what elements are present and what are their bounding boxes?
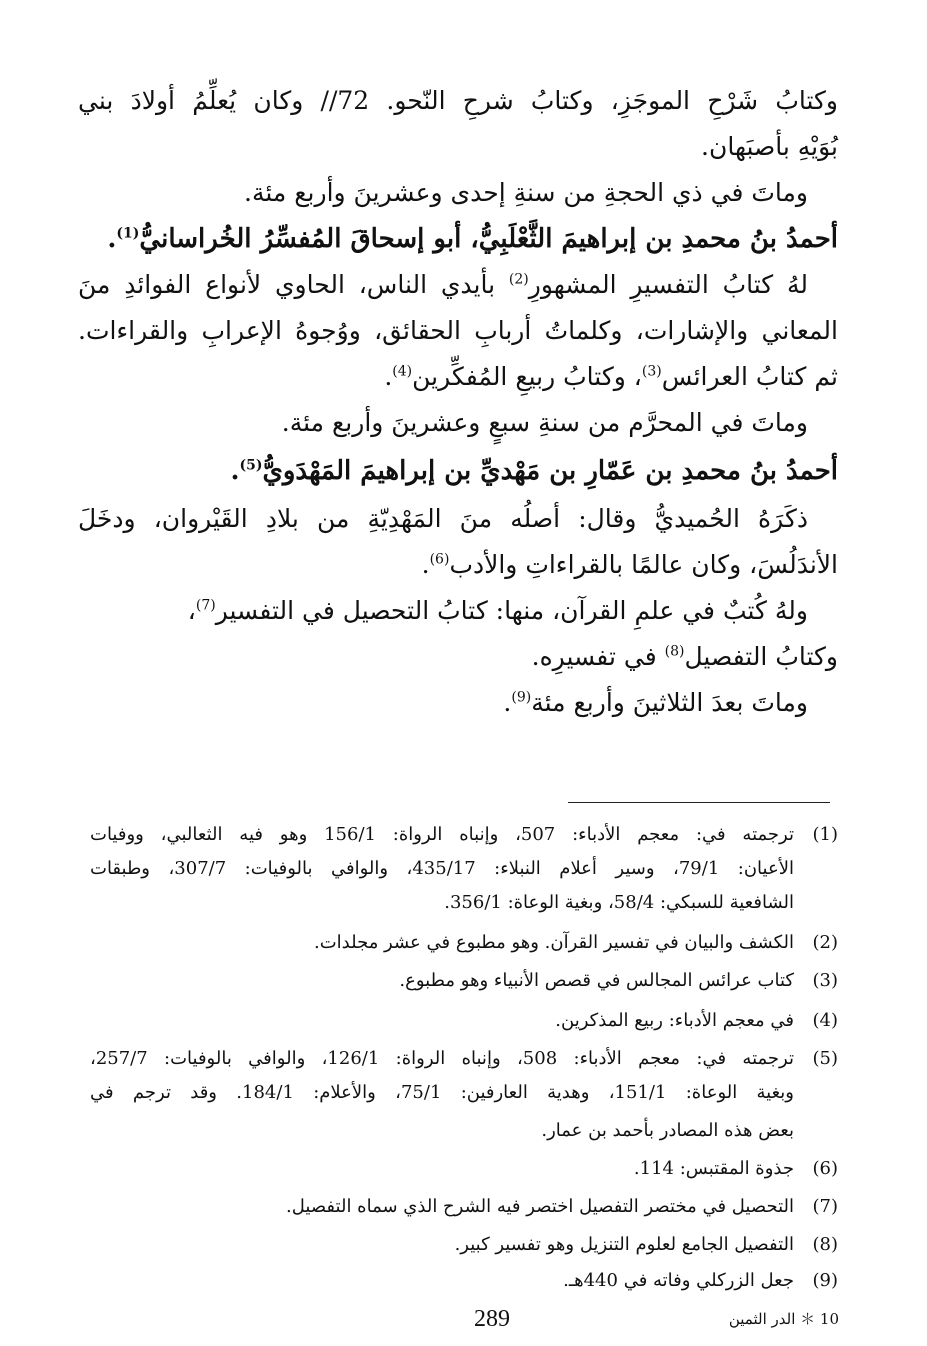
- footnote-number: (7): [812, 1196, 838, 1217]
- footnote-number: (5): [812, 1048, 838, 1069]
- footnote-2: [90, 926, 838, 960]
- text-line: [78, 634, 838, 680]
- footnote-text: الكشف والبيان في تفسير القرآن. وهو مطبوع في عشر مجلدات.: [314, 932, 794, 953]
- footnote-ref: (3): [641, 363, 662, 380]
- text-line: وكتابُ شَرْحِ الموجَزِ، وكتابُ شرحِ النّحو. 72// وكان يُعلِّمُ أولادَ بني: [78, 86, 839, 115]
- signature-mark: 10 ＊ الدر الثمين: [728, 1310, 839, 1328]
- footnote-ref: (5): [239, 457, 263, 474]
- footnote-ref: (2): [508, 271, 529, 288]
- footnote-ref: (1): [116, 225, 140, 242]
- footnote-ref: (4): [392, 363, 413, 380]
- text-segment: ولهُ كُتبٌ في علمِ القرآن، منها: كتابُ التحصيل في التفسير: [215, 596, 808, 625]
- footnote-number: (2): [812, 932, 838, 953]
- footnote-5: [90, 1042, 838, 1076]
- footnote-text: الأعيان: 79/1، وسير أعلام النبلاء: 435/17، والوافي بالوفيات: 307/7، وطبقات: [90, 858, 794, 879]
- footnote-number: (1): [812, 824, 838, 845]
- footnote-7: [90, 1190, 838, 1224]
- text-line: ذكَرَهُ الحُميديُّ وقال: أصلُه منَ المَهْدِيّةِ من بلادِ القَيْروان، ودخَلَ: [78, 504, 808, 533]
- text-line: وماتَ بعدَ الثلاثينَ وأربع مئة$^{(9)}$.: [503, 688, 808, 717]
- footnote-separator: [568, 802, 830, 803]
- footnote-number: (3): [812, 970, 838, 991]
- footnote-text: ترجمته في: معجم الأدباء: 507، وإنباه الرواة: 156/1 وهو فيه الثعالبي، ووفيات: [90, 824, 794, 845]
- entry-heading: أحمدُ بنُ محمدِ بن إبراهيمَ الثَّعْلَبِيُّ، أبو إسحاقَ المُفسِّرُ الخُراسانيُّ$^{(1)}$.: [107, 224, 838, 254]
- text-line: ولهُ كُتبٌ في علمِ القرآن، منها: كتابُ التحصيل في التفسير$^{(7)}$،: [187, 596, 808, 625]
- entry-heading: أحمدُ بنُ محمدِ بن عَمّارِ بن مَهْديِّ بن إبراهيمَ المَهْدَويُّ$^{(5)}$.: [230, 456, 838, 486]
- footnote-9: [90, 1264, 838, 1298]
- footnote-text: جذوة المقتبس: 114.: [633, 1158, 794, 1179]
- text-line: ثم كتابُ العرائس$^{(3)}$، وكتابُ ربيعِ المُفكِّرين$^{(4)}$.: [384, 362, 838, 391]
- footnote-text: ترجمته في: معجم الأدباء: 508، وإنباه الرواة: 126/1، والوافي بالوفيات: 257/7،: [90, 1048, 794, 1069]
- footnote-ref: (8): [664, 643, 685, 660]
- footnote-text: كتاب عرائس المجالس في قصص الأنبياء وهو مطبوع.: [399, 970, 794, 991]
- footnote-text: الشافعية للسبكي: 58/4، وبغية الوعاة: 356/1.: [444, 892, 794, 913]
- entry-heading-text: أحمدُ بنُ محمدِ بن إبراهيمَ الثَّعْلَبِيُّ، أبو إسحاقَ المُفسِّرُ الخُراسانيُّ: [139, 224, 838, 254]
- text-segment: بأيدي الناس، الحاوي لأنواع الفوائدِ منَ: [78, 270, 496, 299]
- footnote-8: [90, 1228, 838, 1262]
- text-line: [78, 262, 808, 308]
- text-segment: ثم كتابُ العرائس: [661, 362, 838, 391]
- text-line: الأندَلُسَ، وكان عالمًا بالقراءاتِ والأدب$^{(6)}$.: [421, 550, 838, 579]
- text-line: المعاني والإشارات، وكلماتُ أربابِ الحقائق، ووُجوهُ الإعرابِ والقراءات.: [78, 316, 838, 345]
- footnote-number: (6): [812, 1158, 838, 1179]
- text-line: وماتَ في ذي الحجةِ من سنةِ إحدى وعشرينَ وأربع مئة.: [244, 178, 808, 207]
- text-segment: الأندَلُسَ، وكان عالمًا بالقراءاتِ والأدب: [449, 550, 838, 579]
- footnote-3: [90, 964, 838, 998]
- footnote-6: [90, 1152, 838, 1186]
- footnote-text: التحصيل في مختصر التفصيل اختصر فيه الشرح الذي سماه التفصيل.: [286, 1196, 794, 1217]
- footnote-4: [90, 1004, 838, 1038]
- footnote-ref: (9): [511, 689, 532, 706]
- footnote-text: وبغية الوعاة: 151/1، وهدية العارفين: 75/1، والأعلام: 184/1. وقد ترجم في: [90, 1082, 794, 1103]
- text-line: بُوَيْهِ بأصبَهان.: [701, 132, 838, 161]
- footnote-ref: (7): [195, 597, 216, 614]
- text-segment: وكتابُ التفصيل: [684, 642, 838, 671]
- footnote-ref: (6): [429, 551, 450, 568]
- text-segment: ، وكتابُ ربيعِ المُفكِّرين: [412, 362, 642, 391]
- footnote-number: (4): [812, 1010, 838, 1031]
- text-segment: وماتَ بعدَ الثلاثينَ وأربع مئة: [531, 688, 808, 717]
- page-number: 289: [474, 1306, 510, 1332]
- entry-heading-text: أحمدُ بنُ محمدِ بن عَمّارِ بن مَهْديِّ بن إبراهيمَ المَهْدَويُّ: [262, 456, 838, 486]
- footnote-text: في معجم الأدباء: ربيع المذكرين.: [555, 1010, 794, 1031]
- footnote-number: (9): [812, 1270, 838, 1291]
- footnote-text: التفصيل الجامع لعلوم التنزيل وهو تفسير كبير.: [454, 1234, 794, 1255]
- text-line: وماتَ في المحرَّم من سنةِ سبعٍ وعشرينَ وأربع مئة.: [281, 408, 808, 437]
- footnote-number: (8): [812, 1234, 838, 1255]
- footnote-text: جعل الزركلي وفاته في 440هـ.: [563, 1270, 794, 1291]
- footnote-text: بعض هذه المصادر بأحمد بن عمار.: [541, 1120, 794, 1141]
- text-segment: في تفسيرِه.: [531, 642, 657, 671]
- footnote-1: [90, 818, 838, 852]
- text-segment: لهُ كتابُ التفسيرِ المشهورِ: [528, 270, 808, 299]
